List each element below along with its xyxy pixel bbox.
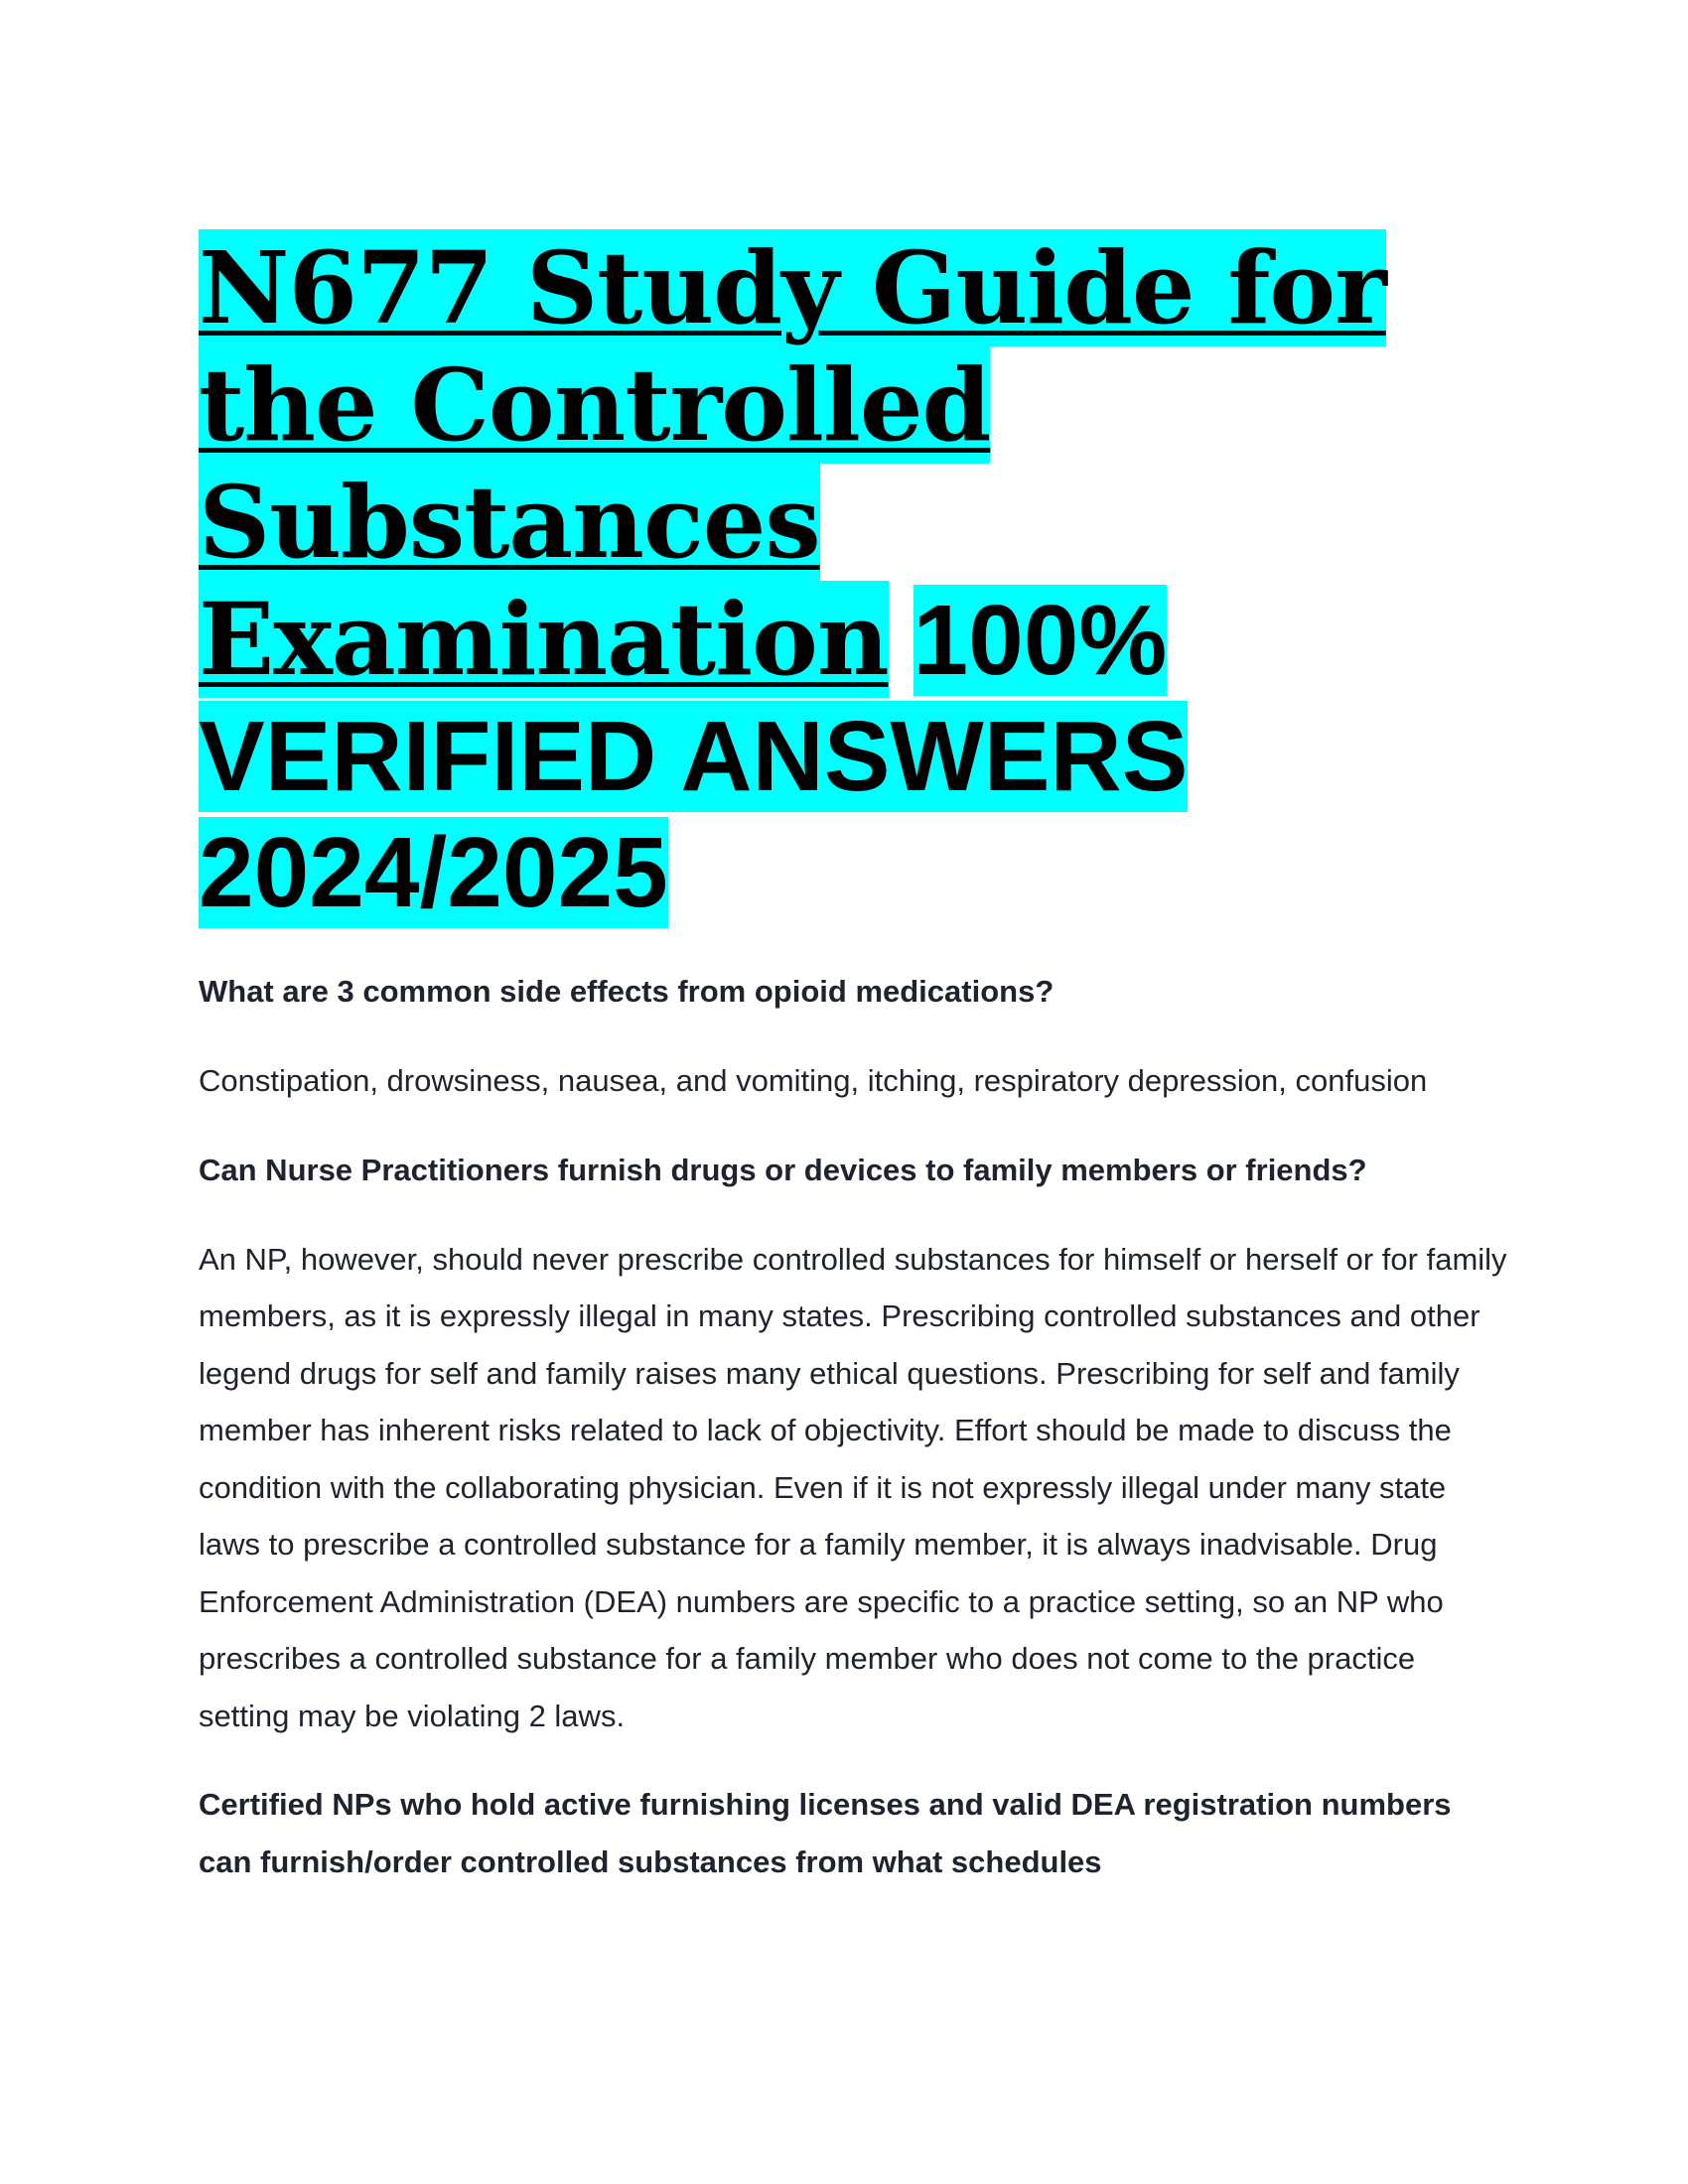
title-verified-answers: 100% VERIFIED ANSWERS 2024/2025 — [199, 585, 1189, 928]
question-3: Certified NPs who hold active furnishing licenses and valid DEA registration numbers can furnish/order controlled substances from what schedules — [199, 1787, 1452, 1879]
document-title — [199, 230, 1509, 931]
question-2: Can Nurse Practitioners furnish drugs or devices to family members or friends? — [199, 1152, 1367, 1187]
answer-1: Constipation, drowsiness, nausea, and vomiting, itching, respiratory depression, confusion — [199, 1063, 1428, 1098]
question-1: What are 3 common side effects from opioid medications? — [199, 974, 1055, 1009]
answer-2: An NP, however, should never prescribe controlled substances for himself or herself or for family members, as it is expressly illegal in many states. Prescribing controlled substances and other legend drugs for self and family raises many ethical questions. Prescribing for self and family member has inherent risks related to lack of objectivity. Effort should be made to discuss the condition with the collaborating physician. Even if it is not expressly illegal under many state laws to prescribe a controlled substance for a family member, it is always inadvisable. Drug Enforcement Administration (DEA) numbers are specific to a practice setting, so an NP who prescribes a controlled substance for a family member who does not come to the practice setting may be violating 2 laws. — [199, 1241, 1507, 1733]
document-content — [199, 230, 1509, 1891]
qa-section — [199, 963, 1509, 1891]
title-course-name: N677 Study Guide for the Controlled Substances Examination — [199, 229, 1386, 698]
